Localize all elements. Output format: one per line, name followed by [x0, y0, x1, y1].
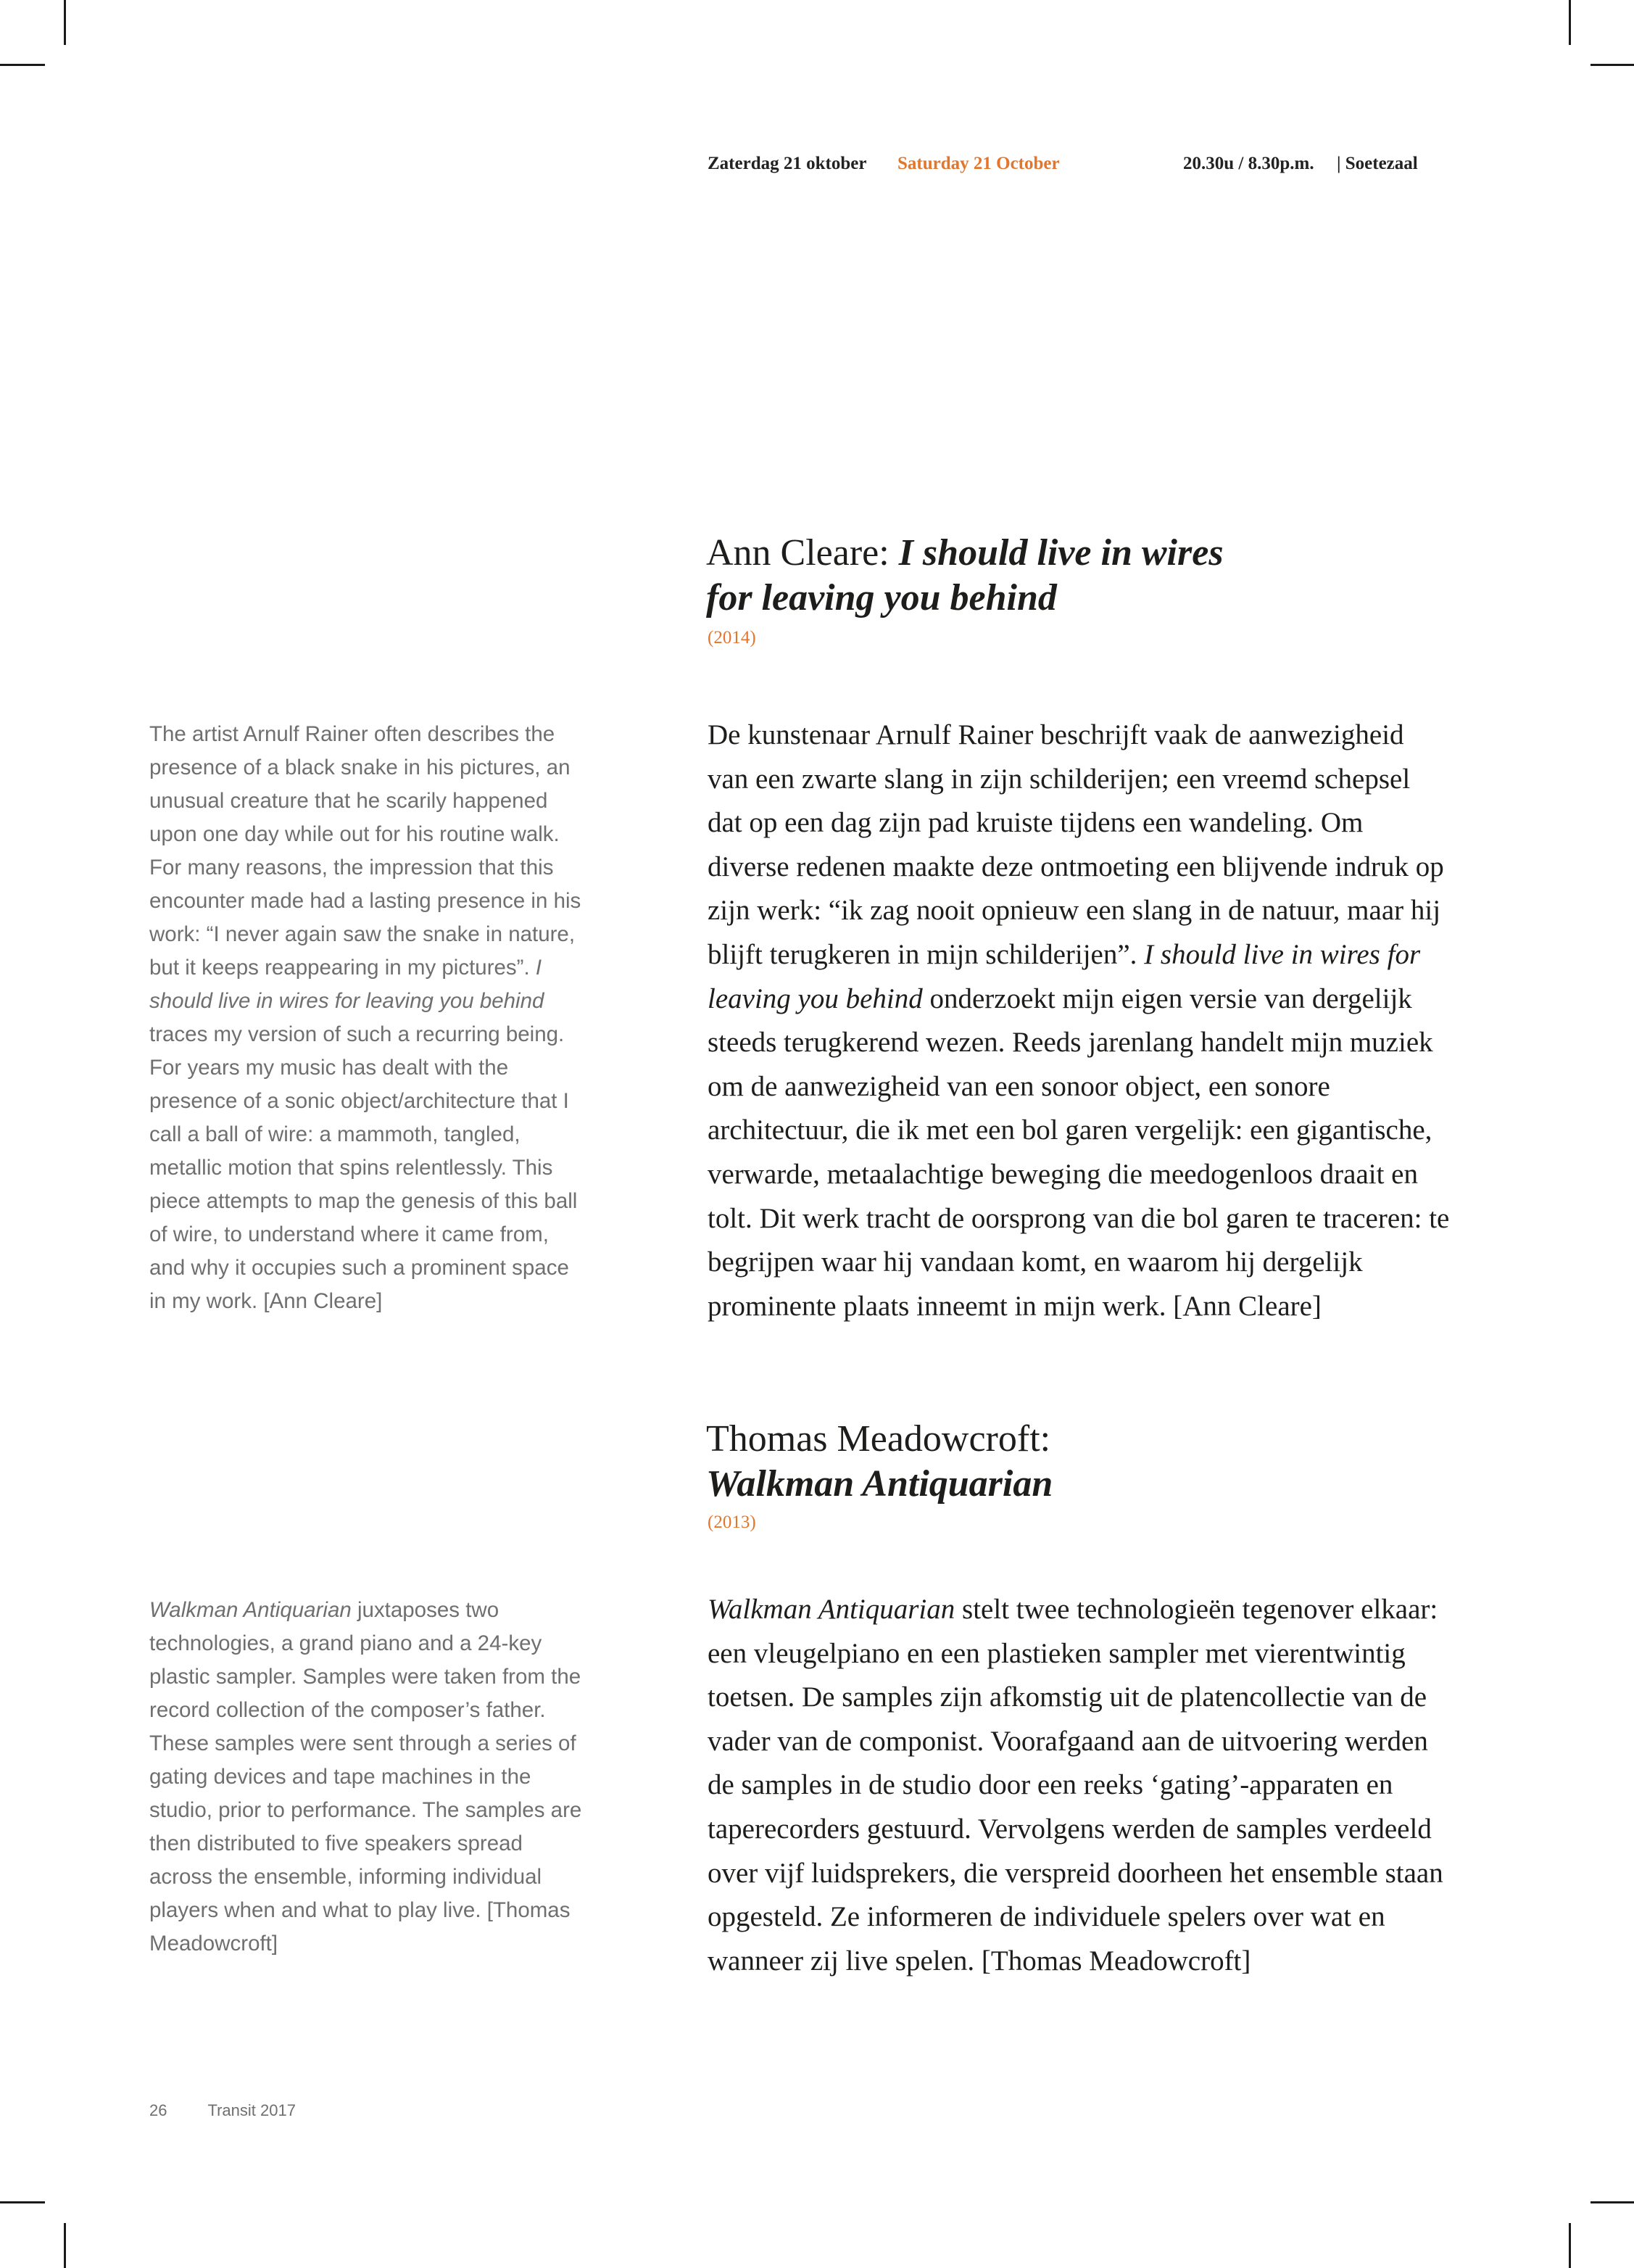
- header-venue: | Soetezaal: [1337, 154, 1418, 173]
- piece-title: [706, 531, 1224, 621]
- dutch-description: [708, 1588, 1450, 1983]
- piece-year: (2013): [708, 1512, 756, 1532]
- piece-title: [706, 1417, 1053, 1507]
- description-text: De kunstenaar Arnulf Rainer beschrijft vaak de aanwezigheid van een zwarte slang in zijn schilderijen; een vreemd schepsel dat op een dag zijn pad kruiste tijdens een wandeling. Om diverse redenen maakte deze ontmoeting een blijvende indruk op zijn werk: “ik zag nooit opnieuw een slang in de natuur, maar hij blijft terugkeren in mijn schilderijen”.: [708, 719, 1444, 970]
- work-title: I should live in wires: [898, 532, 1224, 574]
- crop-mark: [0, 64, 45, 66]
- composer-name: Thomas Meadowcroft:: [706, 1418, 1051, 1460]
- description-work-title: Walkman Antiquarian: [149, 1598, 352, 1622]
- description-text: stelt twee technologieën tegenover elkaar: een vleugelpiano en een plastieken sampler met vierentwintig toetsen. De samples zijn afkomstig uit de platencollectie van de vader van de componist. Voorafgaand aan de uitvoering werden de samples in de studio door een reeks ‘gating’-apparaten en taperecorders gestuurd. Vervolgens werden de samples verdeeld over vijf luidsprekers, die verspreid doorheen het ensemble staan opgesteld. Ze informeren de individuele spelers over wat en wanneer zij live spelen. [Thomas Meadowcroft]: [708, 1594, 1443, 1977]
- dutch-description: [708, 713, 1450, 1328]
- crop-mark: [1569, 0, 1571, 45]
- crop-mark: [1591, 2201, 1634, 2203]
- header-time: 20.30u / 8.30p.m.: [1183, 154, 1314, 173]
- english-description: [149, 1594, 584, 1961]
- piece-title-line: [706, 576, 1224, 621]
- crop-mark: [64, 0, 66, 45]
- header-date-english: Saturday 21 October: [897, 154, 1060, 173]
- description-work-title: Walkman Antiquarian: [708, 1594, 955, 1625]
- page-number: 26: [149, 2101, 167, 2119]
- description-work-title: I should live in wires for leaving you behind: [149, 956, 544, 1013]
- composer-name: Ann Cleare:: [706, 532, 899, 574]
- running-header: [708, 149, 1447, 184]
- piece-title-line: [706, 531, 1224, 576]
- piece-title-line: [706, 1462, 1053, 1507]
- crop-mark: [1591, 64, 1634, 66]
- description-text: traces my version of such a recurring being. For years my music has dealt with the presence of a sonic object/architecture that I call a ball of wire: a mammoth, tangled, metallic motion that spins relentlessly. This piece attempts to map the genesis of this ball of wire, to understand where it came from, and why it occupies such a prominent space in my work. [Ann Cleare]: [149, 1022, 578, 1313]
- crop-mark: [1569, 2223, 1571, 2268]
- description-text: The artist Arnulf Rainer often describes the presence of a black snake in his pictures, an unusual creature that he scarily happened upon one day while out for his routine walk. For many reasons, the impression that this encounter made had a lasting presence in his work: “I never again saw the snake in nature, but it keeps reappearing in my pictures”.: [149, 722, 581, 980]
- publication-name: Transit 2017: [207, 2101, 296, 2119]
- page-footer: [149, 2101, 296, 2120]
- english-description: [149, 718, 584, 1318]
- description-text: juxtaposes two technologies, a grand piano and a 24-key plastic sampler. Samples were taken from the record collection of the composer’s father. These samples were sent through a series of gating devices and tape machines in the studio, prior to performance. The samples are then distributed to five speakers spread across the ensemble, informing individual players when and what to play live. [Thomas Meadowcroft]: [149, 1598, 582, 1955]
- description-text: onderzoekt mijn eigen versie van dergelijk steeds terugkerend wezen. Reeds jarenlang handelt mijn muziek om de aanwezigheid van een sonoor object, een sonore architectuur, die ik met een bol garen vergelijk: een gigantische, verwarde, metaalachtige beweging die meedogenloos draait en tolt. Dit werk tracht de oorsprong van die bol garen te traceren: te begrijpen waar hij vandaan komt, en waarom hij dergelijk prominente plaats inneemt in mijn werk. [Ann Cleare]: [708, 982, 1450, 1322]
- description-work-title: I should live in wires for leaving you behind: [708, 938, 1421, 1014]
- piece-year: (2014): [708, 628, 756, 647]
- crop-mark: [64, 2223, 66, 2268]
- piece-title-line: [706, 1417, 1053, 1462]
- header-date-dutch: Zaterdag 21 oktober: [708, 154, 867, 173]
- work-title: for leaving you behind: [706, 577, 1057, 618]
- work-title: Walkman Antiquarian: [706, 1463, 1053, 1505]
- crop-mark: [0, 2201, 45, 2203]
